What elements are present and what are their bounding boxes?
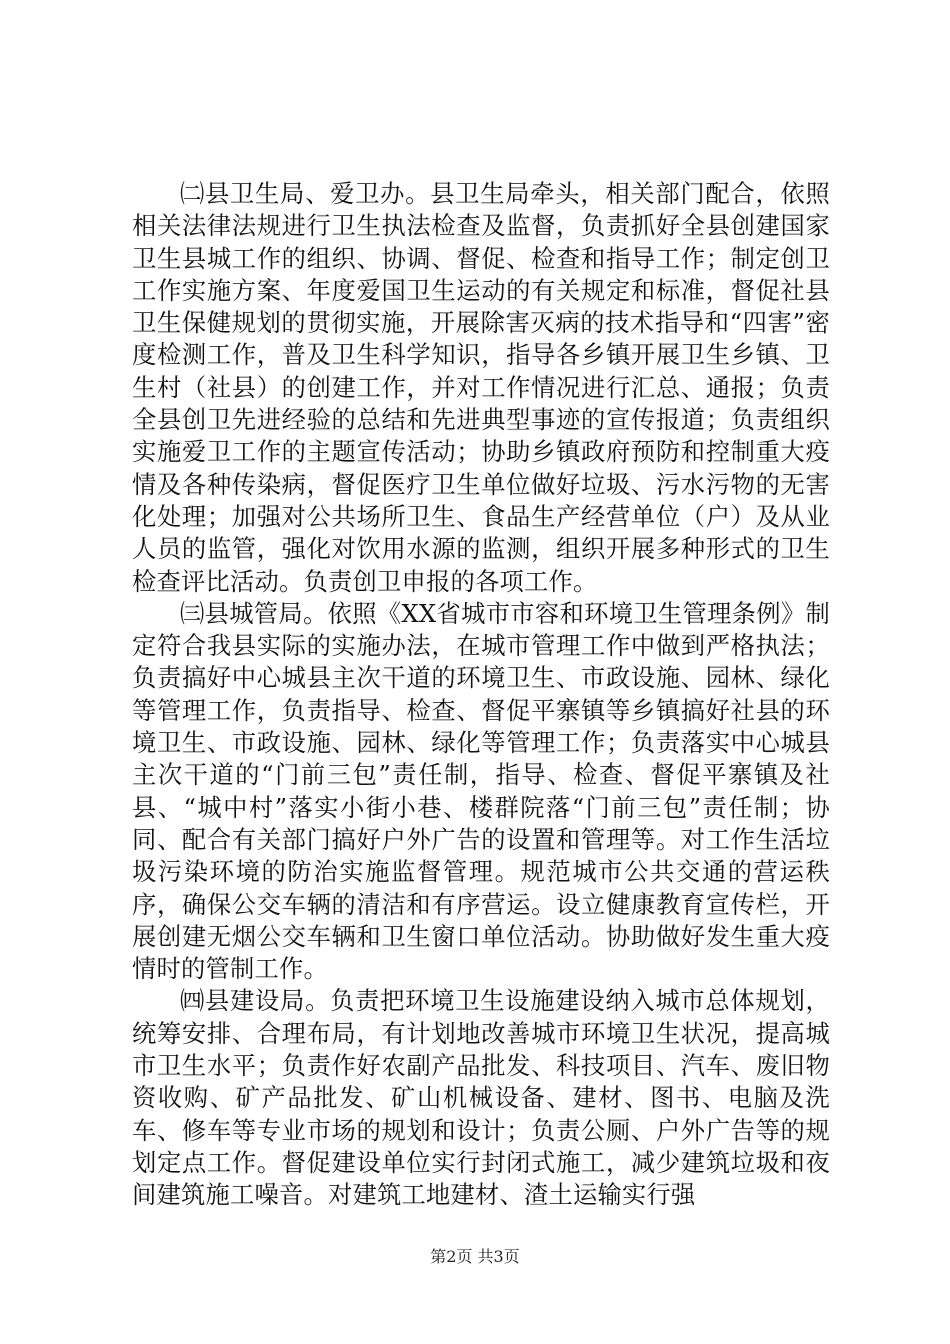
page-footer: 第2页 共3页 (430, 1247, 520, 1266)
document-body (132, 178, 830, 1212)
paragraph-health-bureau: ㈡县卫生局、爱卫办。县卫生局牵头，相关部门配合，依照相关法律法规进行卫生执法检查及监督，负责抓好全县创建国家卫生县城工作的组织、协调、督促、检查和指导工作；制定创卫工作实施方案、年度爱国卫生运动的有关规定和标准，督促社县卫生保健规划的贯彻实施，开展除害灭病的技术指导和“四害”密度检测工作，普及卫生科学知识，指导各乡镇开展卫生乡镇、卫生村（社县）的创建工作，并对工作情况进行汇总、通报；负责全县创卫先进经验的总结和先进典型事迹的宣传报道；负责组织实施爱卫工作的主题宣传活动；协助乡镇政府预防和控制重大疫情及各种传染病，督促医疗卫生单位做好垃圾、污水污物的无害化处理；加强对公共场所卫生、食品生产经营单位（户）及从业人员的监管，强化对饮用水源的监测，组织开展多种形式的卫生检查评比活动。负责创卫申报的各项工作。 (132, 179, 830, 596)
paragraph-urban-management-bureau: ㈢县城管局。依照《XX省城市市容和环境卫生管理条例》制定符合我县实际的实施办法，在城市管理工作中做到严格执法；负责搞好中心城县主次干道的环境卫生、市政设施、园林、绿化等管理工作，负责指导、检查、督促平寨镇等乡镇搞好社县的环境卫生、市政设施、园林、绿化等管理工作；负责落实中心城县主次干道的“门前三包”责任制，指导、检查、督促平寨镇及社县、“城中村”落实小街小巷、楼群院落“门前三包”责任制；协同、配合有关部门搞好户外广告的设置和管理等。对工作生活垃圾污染环境的防治实施监督管理。规范城市公共交通的营运秩序，确保公交车辆的清洁和有序营运。设立健康教育宣传栏，开展创建无烟公交车辆和卫生窗口单位活动。协助做好发生重大疫情时的管制工作。 (132, 598, 830, 984)
paragraph-construction-bureau: ㈣县建设局。负责把环境卫生设施建设纳入城市总体规划，统筹安排、合理布局，有计划地改善城市环境卫生状况，提高城市卫生水平；负责作好农副产品批发、科技项目、汽车、废旧物资收购、矿产品批发、矿山机械设备、建材、图书、电脑及洗车、修车等专业市场的规划和设计；负责公厕、户外广告等的规划定点工作。督促建设单位实行封闭式施工，减少建筑垃圾和夜间建筑施工噪音。对建筑工地建材、渣土运输实行强 (132, 986, 830, 1210)
